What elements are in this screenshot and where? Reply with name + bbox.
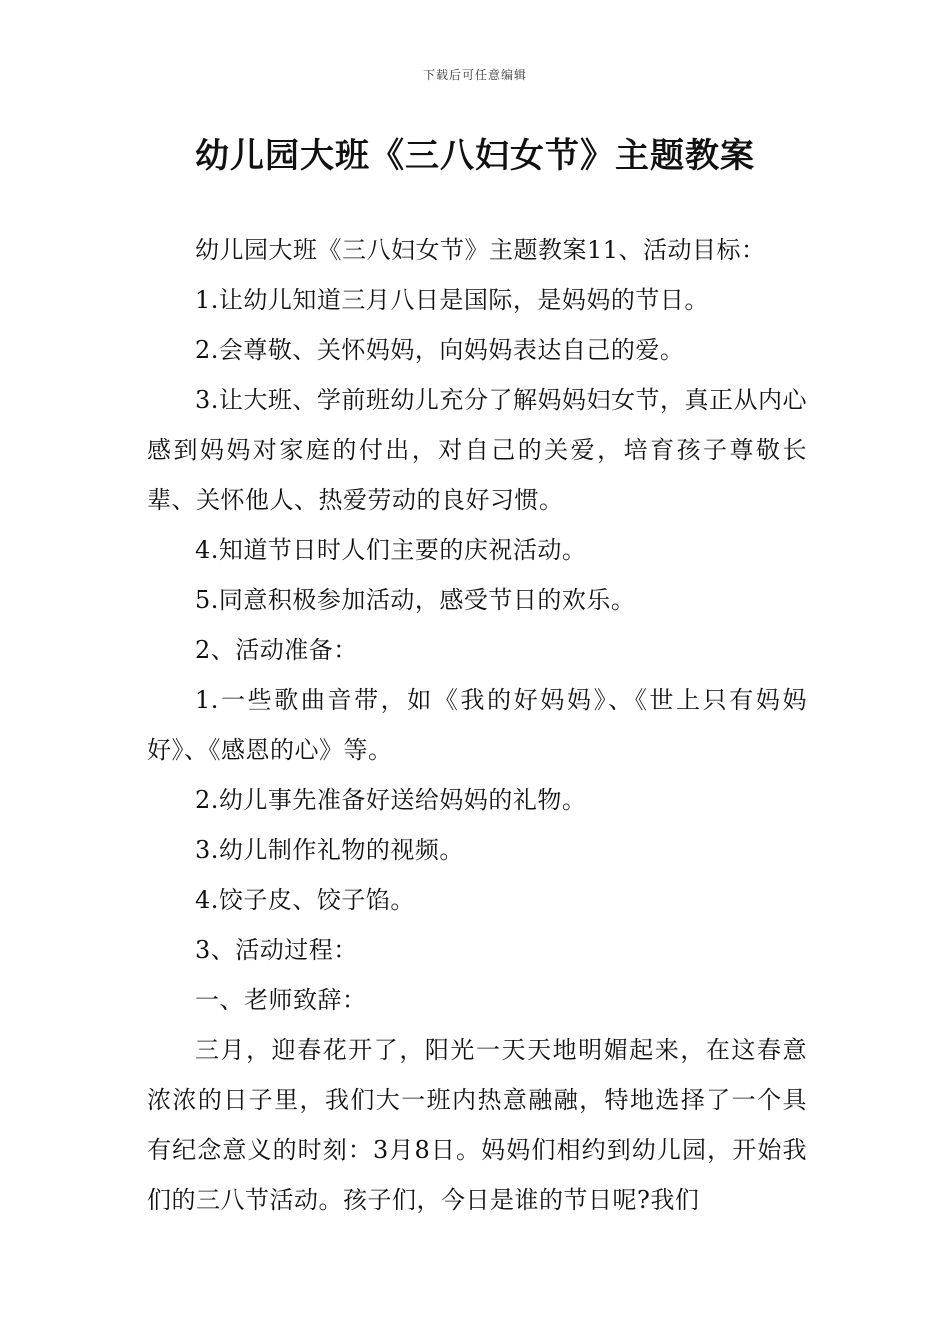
document-body [147,225,807,1225]
paragraph: 1.让幼儿知道三月八日是国际，是妈妈的节日。 [195,286,709,314]
paragraph: 2.会尊敬、关怀妈妈，向妈妈表达自己的爱。 [195,336,685,364]
paragraph: 一、老师致辞： [195,986,367,1014]
paragraph: 3.让大班、学前班幼儿充分了解妈妈妇女节，真正从内心感到妈妈对家庭的付出，对自己的关爱，培育孩子尊敬长辈、关怀他人、热爱劳动的良好习惯。 [147,386,807,514]
paragraph: 三月，迎春花开了，阳光一天天地明媚起来，在这春意浓浓的日子里，我们大一班内热意融融，特地选择了一个具有纪念意义的时刻：3月8日。妈妈们相约到幼儿园，开始我们的三八节活动。孩子们，今日是谁的节日呢?我们 [147,1036,807,1214]
page-header-note: 下载后可任意编辑 [422,68,527,82]
paragraph: 3、活动过程： [195,936,358,964]
paragraph: 1.一些歌曲音带，如《我的好妈妈》、《世上只有妈妈好》、《感恩的心》等。 [147,686,807,764]
paragraph: 2、活动准备： [195,636,358,664]
paragraph: 2.幼儿事先准备好送给妈妈的礼物。 [195,786,587,814]
paragraph: 4.饺子皮、饺子馅。 [195,886,415,914]
document-title: 幼儿园大班《三八妇女节》主题教案 [195,136,755,176]
paragraph: 5.同意积极参加活动，感受节日的欢乐。 [195,586,636,614]
paragraph: 3.幼儿制作礼物的视频。 [195,836,464,864]
paragraph: 4.知道节日时人们主要的庆祝活动。 [195,536,587,564]
paragraph: 幼儿园大班《三八妇女节》主题教案11、活动目标： [195,236,766,264]
